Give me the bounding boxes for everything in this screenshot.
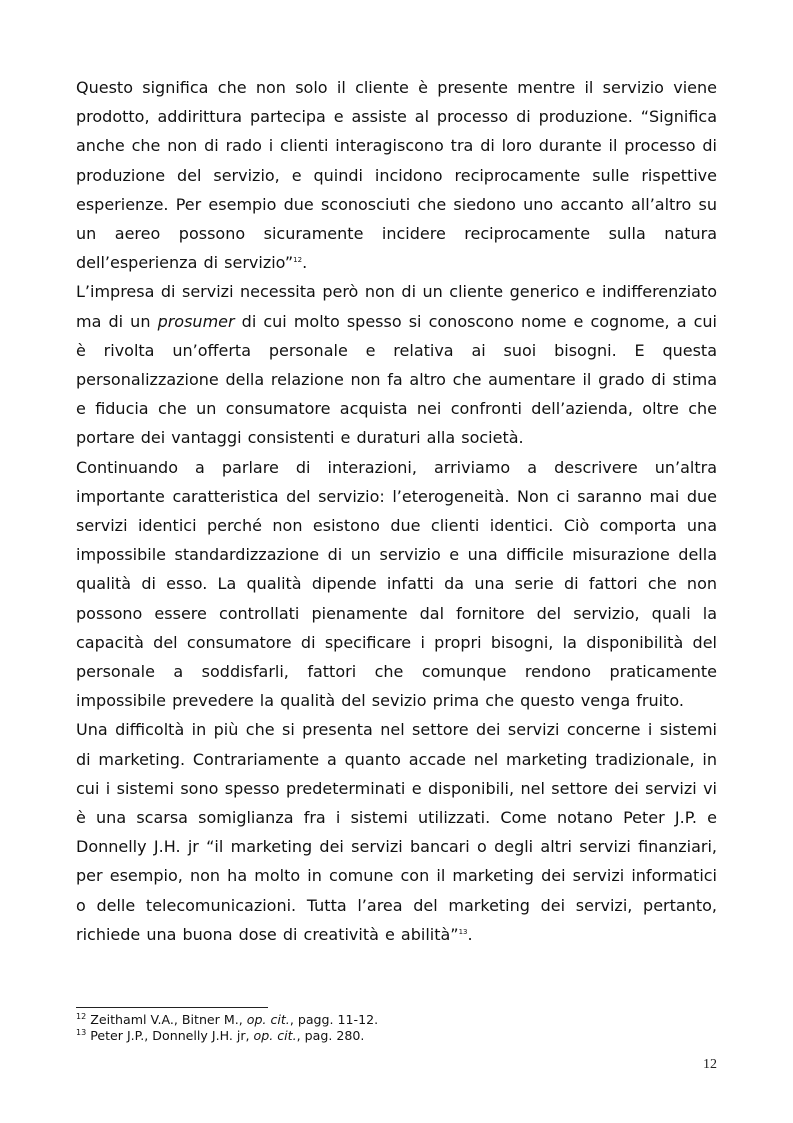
footnote-ref-12: 12 xyxy=(293,256,303,265)
footnote-separator xyxy=(76,1007,268,1008)
paragraph: Questo significa che non solo il cliente è presente mentre il servizio viene prodotto, addirittura partecipa e assiste al processo di produzione. “Significa anche che non di rado i clienti interagiscono tra di loro durante il processo di produzione del servizio, e quindi incidono reciprocamente sulle rispettive esperienze. Per esempio due sconosciuti che siedono uno accanto all’altro su un aereo possono sicuramente incidere reciprocamente sulla natura dell’esperienza di servizio”$^{12}$. xyxy=(76,78,717,273)
paragraph: Una difficoltà in più che si presenta nel settore dei servizi concerne i sistemi di marketing. Contrariamente a quanto accade nel marketing tradizionale, in cui i sistemi sono spesso predeterminati e disponibili, nel settore dei servizi vi è una scarsa somiglianza fra i sistemi utilizzati. Come notano Peter J.P. e Donnelly J.H. jr “il marketing dei servizi bancari o degli altri servizi finanziari, per esempio, non ha molto in comune con il marketing dei servizi informatici o delle telecomunicazioni. Tutta l’area del marketing dei servizi, pertanto, richiede una buona dose di creatività e abilità”$^{13}$. xyxy=(76,720,717,944)
footnotes xyxy=(76,1012,717,1044)
page-number: 12 xyxy=(703,1057,717,1072)
footnote-ref-13: 13 xyxy=(458,927,468,936)
footnote-12: $^{12}$ Zeithaml V.A., Bitner M., op. cit., pagg. 11-12. xyxy=(76,1012,379,1027)
emphasis-term: prosumer xyxy=(157,311,235,331)
paragraph: L’impresa di servizi necessita però non di un cliente generico e indifferenziato ma di un prosumer di cui molto spesso si conoscono nome e cognome, a cui è rivolta un’offerta personale e relativa ai suoi bisogni. E questa personalizzazione della relazione non fa altro che aumentare il grado di stima e fiducia che un consumatore acquista nei confronti dell’azienda, oltre che portare dei vantaggi consistenti e duraturi alla società. xyxy=(76,282,717,448)
paragraph: Continuando a parlare di interazioni, arriviamo a descrivere un’altra importante caratteristica del servizio: l’eterogeneità. Non ci saranno mai due servizi identici perché non esistono due clienti identici. Ciò comporta una impossibile standardizzazione di un servizio e una difficile misurazione della qualità di esso. La qualità dipende infatti da una serie di fattori che non possono essere controllati pienamente dal fornitore del servizio, quali la capacità del consumatore di specificare i propri bisogni, la disponibilità del personale a soddisfarli, fattori che comunque rendono praticamente impossibile prevedere la qualità del sevizio prima che questo venga fruito. xyxy=(76,457,717,711)
footnote-13: $^{13}$ Peter J.P., Donnelly J.H. jr, op. cit., pag. 280. xyxy=(76,1028,365,1043)
body-text xyxy=(76,73,717,949)
